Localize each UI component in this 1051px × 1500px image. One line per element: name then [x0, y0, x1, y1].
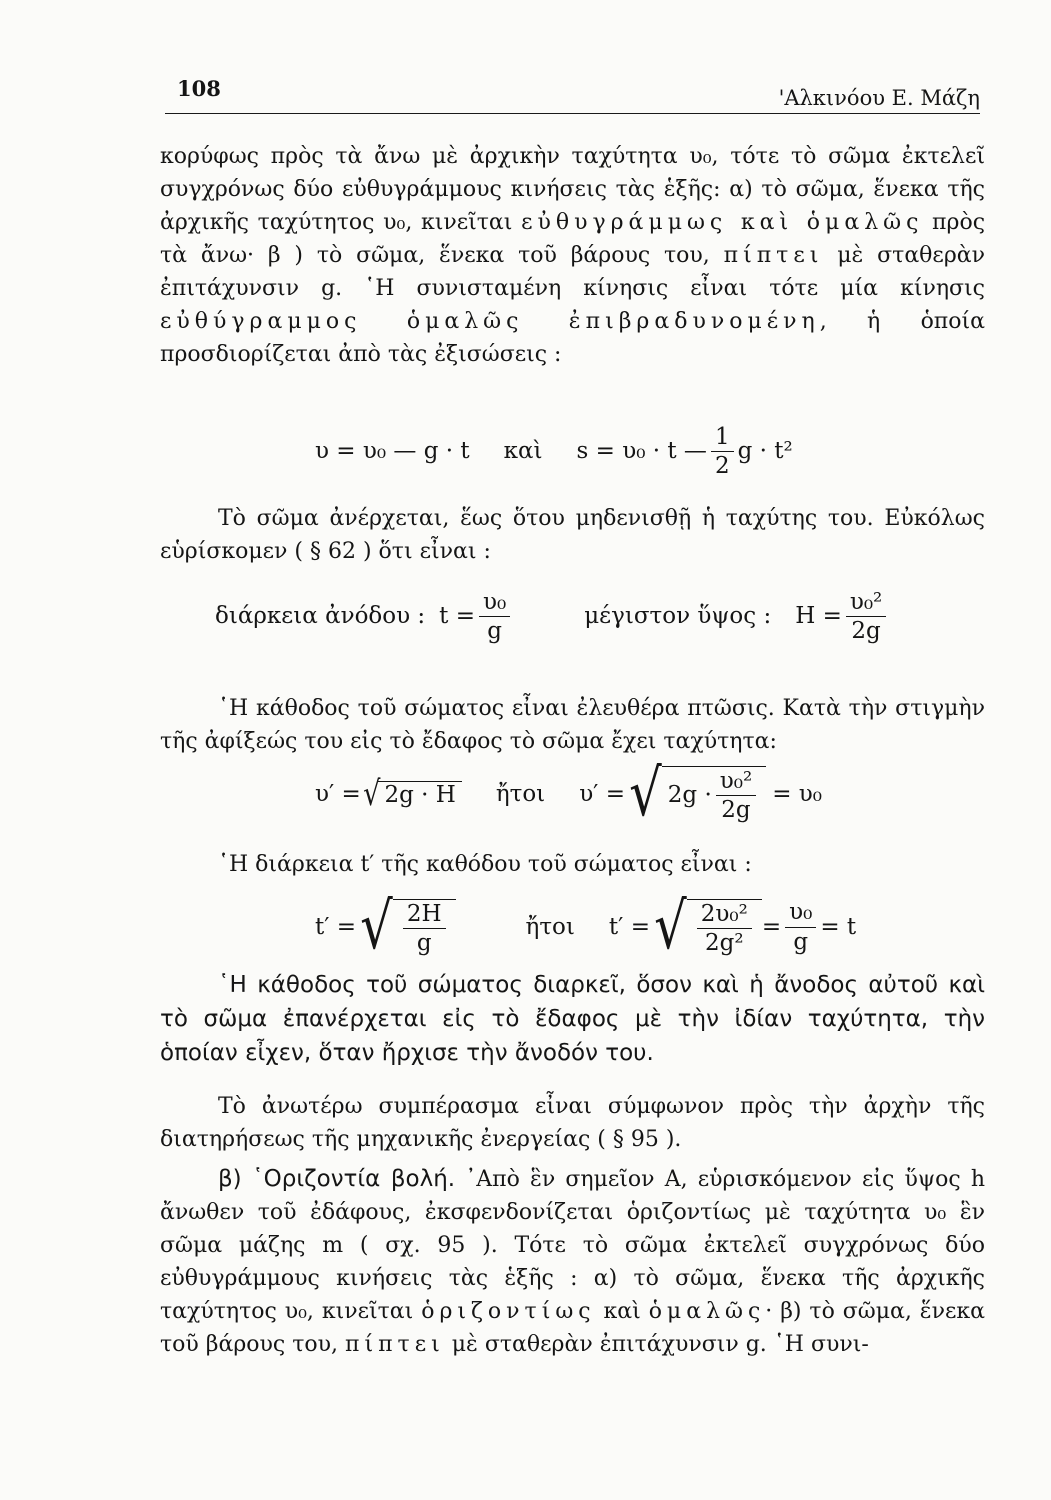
eq4-fraction-3: $\frac{\text{υ₀}}{g}$ — [785, 900, 816, 953]
eq1-s-lhs: s = υ₀ · t — — [576, 438, 707, 465]
eq2-t-fraction: $\frac{\text{υ₀}}{g}$ — [479, 590, 510, 643]
eq3-lhs: υ′ = — [315, 780, 361, 807]
page-header — [165, 72, 980, 114]
eq4-rhs: = t — [820, 913, 857, 940]
eq1-kai: καὶ — [503, 438, 543, 465]
eq1-fraction: $\frac{1}{2}$ — [711, 425, 734, 478]
para7-text-b: καὶ — [595, 1299, 649, 1324]
section-heading-horizontal-throw: β) ῾Οριζοντία βολή. — [218, 1166, 456, 1192]
paragraph-conclusion — [160, 968, 985, 1070]
running-head: 'Αλκινόου Ε. Μάζη — [778, 86, 980, 110]
eq3-lhs-2: υ′ = — [579, 780, 625, 807]
paragraph-vertical-throw — [160, 140, 985, 371]
para7-text-a: ᾿Απὸ ἓν σημεῖον Α, εὑρισκόμενον εἰς ὕψος h ἄνωθεν τοῦ ἐδάφους, ἐκσφενδονίζεται ὁριζοντίως μὲ ταχύτητα υ₀ ἓν σῶμα μάζης m ( σχ. 95 ). Τότε τὸ σῶμα ἐκτελεῖ συγχρόνως δύο εὐθυγράμμους κινήσεις τὰς ἑξῆς : α) τὸ σῶμα, ἕνεκα τῆς ἀρχικῆς ταχύτητος υ₀, κινεῖται — [160, 1167, 985, 1324]
para6-text: Τὸ ἀνωτέρω συμπέρασμα εἶναι σύμφωνον πρὸς τὴν ἀρχὴν τῆς διατηρήσεως τῆς μηχανικῆς ἐνεργείας ( § 95 ). — [160, 1094, 985, 1152]
equation-velocity-displacement — [315, 425, 793, 478]
para1-text-d: , ἡ ὁποία προσδιορίζεται ἀπὸ τὰς ἐξισώσεις : — [160, 309, 985, 367]
para1-emph-1: εὐθυγράμμως καὶ ὁμαλῶς — [521, 210, 924, 235]
eq3-root-1: √ 2g · H — [361, 777, 462, 811]
para7-text-c: · β) τὸ σῶμα, ἕνεκα τοῦ βάρους του, — [160, 1299, 985, 1357]
eq2-label-height: μέγιστον ὕψος : — [584, 603, 772, 630]
eq2-h-fraction: $\frac{\text{υ₀²}}{2g}$ — [846, 590, 886, 643]
eq4-equals: = — [761, 913, 782, 940]
para3-text: ῾Η κάθοδος τοῦ σώματος εἶναι ἐλευθέρα πτῶσις. Κατὰ τὴν στιγμὴν τῆς ἀφίξεώς του εἰς τὸ ἔδαφος τὸ σῶμα ἔχει ταχύτητα: — [160, 696, 985, 754]
eq2-t-lhs: t = — [439, 603, 475, 630]
para2-text: Τὸ σῶμα ἀνέρχεται, ἕως ὅτου μηδενισθῇ ἡ ταχύτης του. Εὐκόλως εὑρίσκομεν ( § 62 ) ὅτι εἶναι : — [160, 506, 985, 564]
equation-final-velocity — [315, 757, 822, 831]
eq3-fraction: $\frac{\text{υ₀²}}{2g}$ — [716, 769, 756, 822]
para1-text-a: κορύφως πρὸς τὰ ἄνω μὲ ἀρχικὴν ταχύτητα υ₀, τότε τὸ σῶμα ἐκτελεῖ συγχρόνως δύο εὐθυγράμμους κινήσεις τὰς ἑξῆς: α) τὸ σῶμα, ἕνεκα τῆς ἀρχικῆς ταχύτητος υ₀, κινεῖται — [160, 144, 985, 235]
eq4-fraction-2: $\frac{\text{2υ₀²}}{\text{2g²}}$ — [697, 902, 752, 955]
eq4-root-2: √ $\frac{\text{2υ₀²}}{\text{2g²}}$ — [650, 895, 762, 959]
para1-emph-3: εὐθύγραμμος ὁμαλῶς ἐπιβραδυνομένη — [160, 309, 820, 334]
page-number: 108 — [177, 76, 221, 101]
eq4-fraction-1: $\frac{2H}{g}$ — [403, 902, 446, 955]
para4-text: ῾Η διάρκεια t′ τῆς καθόδου τοῦ σώματος εἶναι : — [218, 852, 752, 877]
eq3-etoi: ἤτοι — [495, 780, 546, 807]
eq3-root-2: √ 2g · $\frac{\text{υ₀²}}{2g}$ — [625, 762, 766, 826]
eq1-velocity: υ = υ₀ — g · t — [315, 438, 470, 465]
eq3-rhs: = υ₀ — [772, 780, 822, 807]
paragraph-descent-duration — [160, 848, 985, 881]
header-rule — [165, 113, 980, 114]
eq4-etoi: ἤτοι — [525, 913, 575, 940]
paragraph-ascent — [160, 502, 985, 568]
equation-descent-duration — [315, 890, 857, 964]
eq4-lhs-2: t′ = — [608, 913, 650, 940]
para1-text-c: μὲ σταθερὰν ἐπιτάχυνσιν g. ῾Η συνισταμένη κίνησις εἶναι τότε μία κίνησις — [160, 243, 985, 301]
para5-text: ῾Η κάθοδος τοῦ σώματος διαρκεῖ, ὅσον καὶ ἡ ἄνοδος αὐτοῦ καὶ τὸ σῶμα ἐπανέρχεται εἰς τὸ ἔδαφος μὲ τὴν ἰδίαν ταχύτητα, τὴν ὁποίαν εἶχεν, ὅταν ἤρχισε τὴν ἄνοδόν του. — [160, 972, 985, 1066]
paragraph-horizontal-throw — [160, 1163, 985, 1361]
para7-emph-3: πίπτει — [345, 1332, 445, 1357]
eq2-label-duration: διάρκεια ἀνόδου : — [215, 603, 426, 630]
para1-text-b: πρὸς τὰ ἄνω· β ) τὸ σῶμα, ἕνεκα τοῦ βάρους του, — [160, 210, 986, 268]
paragraph-descent — [160, 692, 985, 758]
eq4-lhs: t′ = — [315, 913, 357, 940]
para7-emph-1: ὁριζοντίως — [421, 1299, 596, 1324]
para7-emph-2: ὁμαλῶς — [648, 1299, 766, 1324]
eq4-root-1: √ $\frac{2H}{g}$ — [356, 895, 455, 959]
eq2-h-lhs: H = — [795, 603, 842, 630]
equation-ascent-duration-height — [215, 590, 890, 643]
para7-text-d: μὲ σταθερὰν ἐπιτάχυνσιν g. ῾Η συνι- — [444, 1332, 869, 1357]
paragraph-energy-conservation — [160, 1090, 985, 1156]
para1-emph-2: πίπτει — [723, 243, 824, 268]
eq1-s-rhs: g · t² — [737, 438, 793, 465]
